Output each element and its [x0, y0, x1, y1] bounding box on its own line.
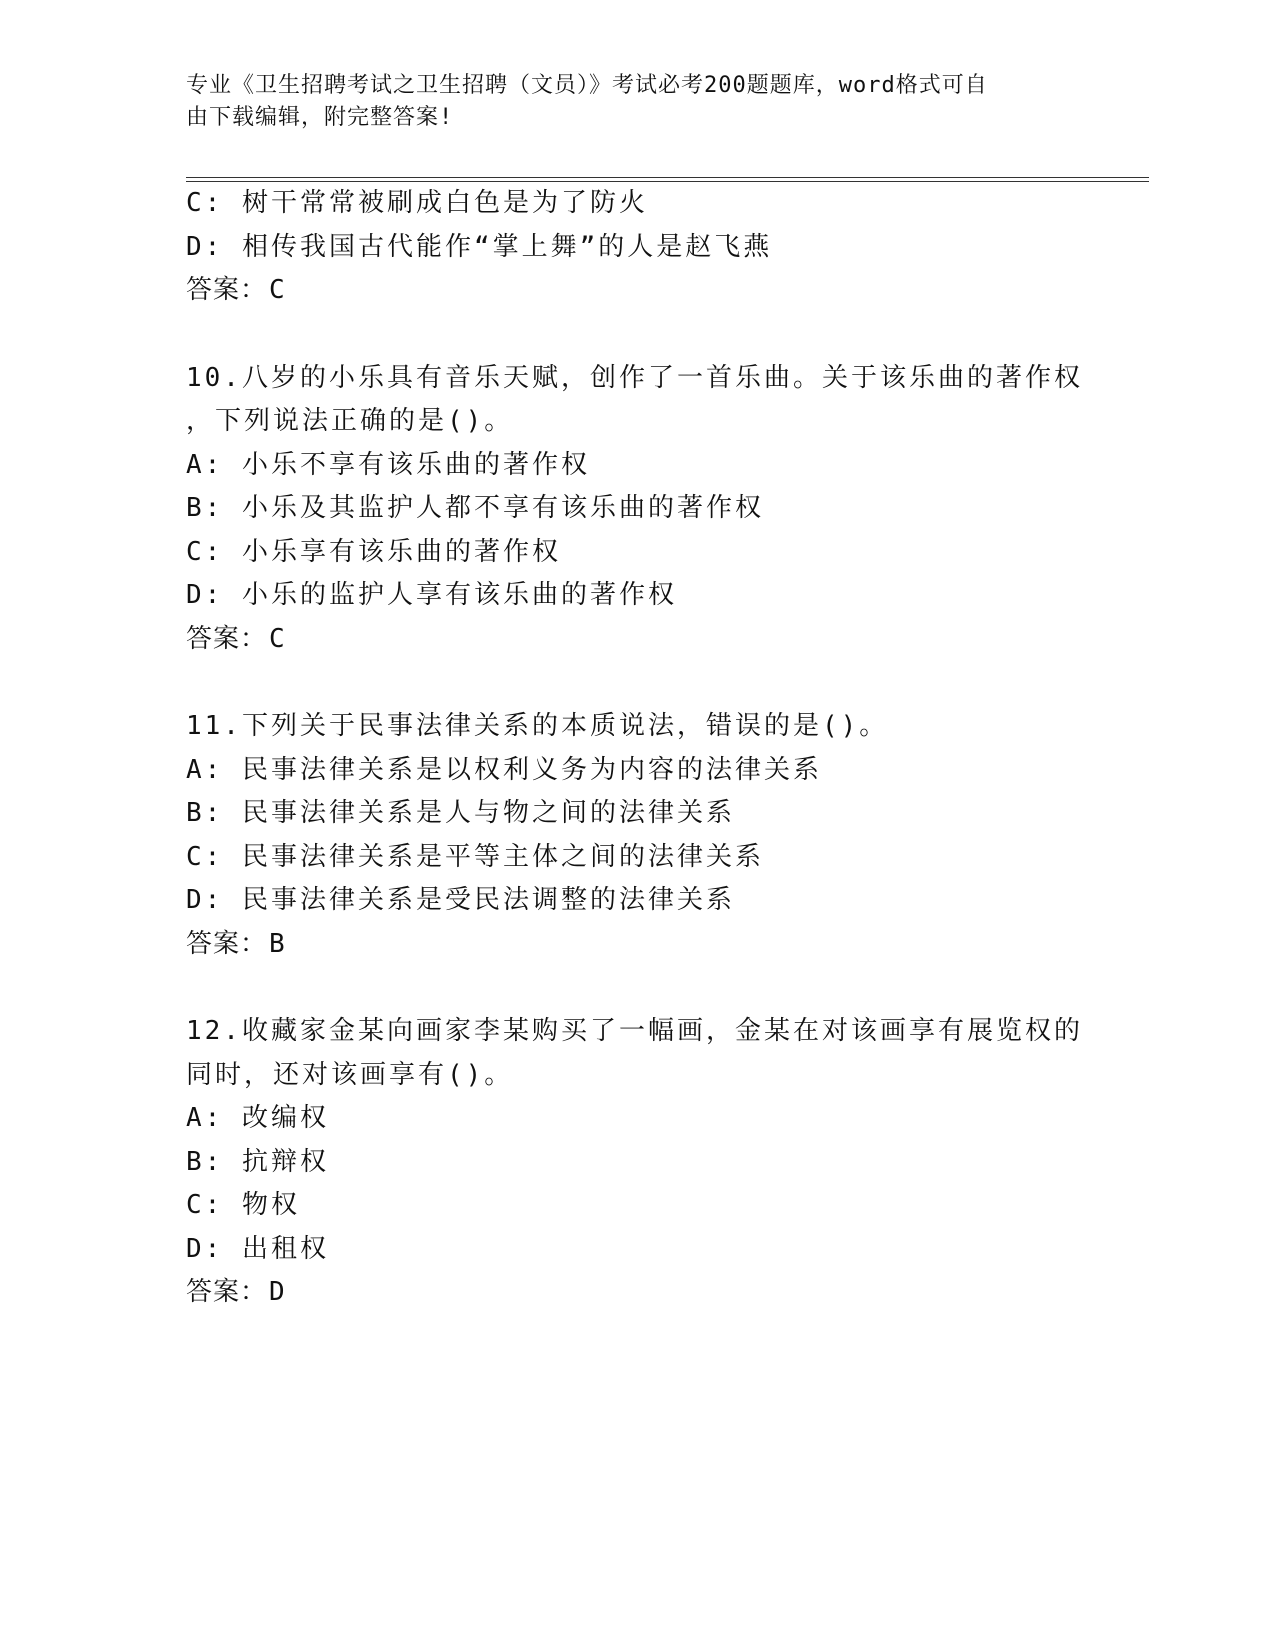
- q10-stem-line-2: ，下列说法正确的是()。: [186, 406, 514, 436]
- q10-option-a: A: 小乐不享有该乐曲的著作权: [186, 450, 590, 480]
- q12-option-d: D: 出租权: [186, 1234, 329, 1264]
- q12-stem-line-2: 同时，还对该画享有()。: [186, 1060, 514, 1090]
- q11-option-a: A: 民事法律关系是以权利义务为内容的法律关系: [186, 755, 822, 785]
- q12-answer: [186, 1275, 286, 1309]
- answer-label: 答案：: [186, 1277, 268, 1307]
- q11-stem-line-1: 11.下列关于民事法律关系的本质说法，错误的是()。: [186, 711, 889, 741]
- answer-value: B: [269, 929, 286, 959]
- q11-answer: [186, 927, 286, 961]
- answer-value: C: [269, 624, 286, 654]
- q10-option-d: D: 小乐的监护人享有该乐曲的著作权: [186, 580, 677, 610]
- answer-value: D: [269, 1277, 286, 1307]
- page-header: [186, 70, 1066, 134]
- q9-answer: [186, 273, 286, 307]
- q11-option-c: C: 民事法律关系是平等主体之间的法律关系: [186, 842, 764, 872]
- q12-option-c: C: 物权: [186, 1190, 300, 1220]
- q11-option-d: D: 民事法律关系是受民法调整的法律关系: [186, 885, 735, 915]
- answer-label: 答案：: [186, 929, 268, 959]
- q9-option-d: D: 相传我国古代能作“掌上舞”的人是赵飞燕: [186, 232, 773, 262]
- q10-answer: [186, 622, 286, 656]
- q10-option-b: B: 小乐及其监护人都不享有该乐曲的著作权: [186, 493, 764, 523]
- q9-option-c: C: 树干常常被刷成白色是为了防火: [186, 188, 648, 218]
- q10-stem-line-1: 10.八岁的小乐具有音乐天赋，创作了一首乐曲。关于该乐曲的著作权: [186, 363, 1083, 393]
- answer-label: 答案：: [186, 275, 268, 305]
- q11-option-b: B: 民事法律关系是人与物之间的法律关系: [186, 798, 735, 828]
- header-line-1: 专业《卫生招聘考试之卫生招聘（文员）》考试必考200题题库，word格式可自: [186, 73, 988, 98]
- q10-option-c: C: 小乐享有该乐曲的著作权: [186, 537, 561, 567]
- q12-option-a: A: 改编权: [186, 1103, 329, 1133]
- answer-label: 答案：: [186, 624, 268, 654]
- q12-stem-line-1: 12.收藏家金某向画家李某购买了一幅画，金某在对该画享有展览权的: [186, 1016, 1083, 1046]
- header-line-2: 由下载编辑，附完整答案!: [186, 105, 454, 130]
- header-divider: [186, 177, 1149, 182]
- answer-value: C: [269, 275, 286, 305]
- q12-option-b: B: 抗辩权: [186, 1147, 329, 1177]
